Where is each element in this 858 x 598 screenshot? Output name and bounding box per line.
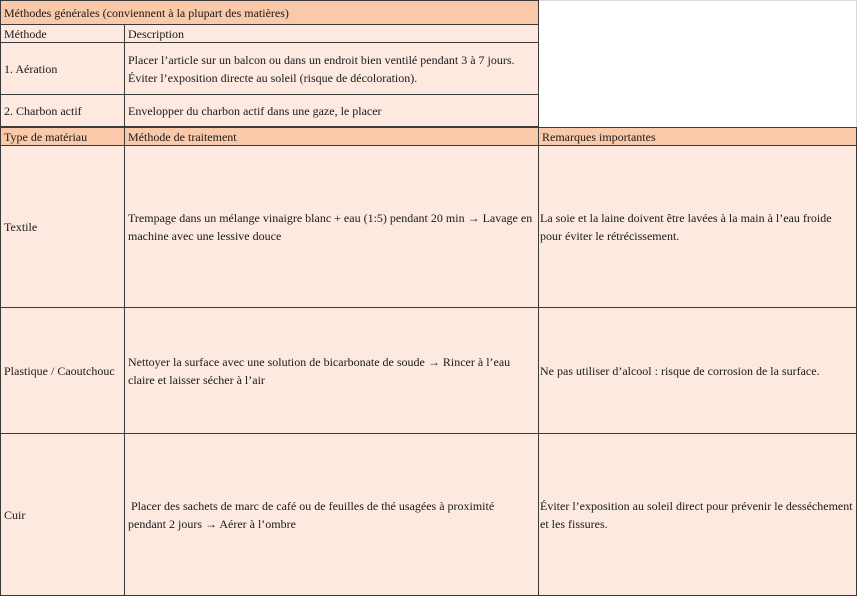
material-remarks-cell[interactable]	[539, 434, 857, 596]
materials-header-treatment[interactable]	[125, 127, 539, 146]
general-row-description-cell[interactable]	[125, 95, 539, 127]
materials-header-remarks-label: Remarques importantes	[542, 129, 656, 144]
general-row-description: Envelopper du charbon actif dans une gaze, le placer	[128, 103, 382, 118]
general-row-method: 2. Charbon actif	[4, 103, 82, 118]
material-remarks: Ne pas utiliser d’alcool : risque de corrosion de la surface.	[540, 363, 820, 378]
material-type-cell[interactable]	[0, 434, 125, 596]
material-remarks-cell[interactable]	[539, 308, 857, 434]
general-title-cell[interactable]	[0, 0, 539, 25]
general-title: Méthodes générales (conviennent à la plupart des matières)	[4, 5, 289, 20]
general-row-description: Placer l’article sur un balcon ou dans un endroit bien ventilé pendant 3 à 7 jours. Éviter l’exposition directe au soleil (risque de décoloration).	[128, 52, 515, 85]
material-type-cell[interactable]	[0, 308, 125, 434]
material-remarks-cell[interactable]	[539, 146, 857, 308]
general-row-method: 1. Aération	[4, 61, 58, 76]
material-type: Plastique / Caoutchouc	[4, 363, 115, 378]
material-type-cell[interactable]	[0, 146, 125, 308]
materials-header-treatment-label: Méthode de traitement	[128, 129, 237, 144]
material-type: Cuir	[4, 507, 26, 522]
material-remarks: Éviter l’exposition au soleil direct pour prévenir le desséchement et les fissures.	[540, 498, 853, 531]
material-treatment: Placer des sachets de marc de café ou de feuilles de thé usagées à proximité pendant 2 jours → Aérer à l’ombre	[128, 498, 498, 531]
material-treatment: Nettoyer la surface avec une solution de bicarbonate de soude → Rincer à l’eau claire et laisser sécher à l’air	[128, 354, 511, 387]
materials-header-type[interactable]	[0, 127, 125, 146]
material-treatment: Trempage dans un mélange vinaigre blanc + eau (1:5) pendant 20 min → Lavage en machine avec une lessive douce	[128, 210, 533, 243]
general-header-description-label: Description	[128, 26, 184, 41]
general-row-method-cell[interactable]	[0, 95, 125, 127]
material-treatment-cell[interactable]	[125, 146, 539, 308]
materials-header-remarks[interactable]	[539, 127, 857, 146]
material-treatment-cell[interactable]	[125, 434, 539, 596]
empty-cell-area	[538, 0, 857, 127]
general-header-method-label: Méthode	[4, 26, 47, 41]
material-remarks: La soie et la laine doivent être lavées à la main à l’eau froide pour éviter le rétrécissement.	[540, 210, 832, 243]
general-row-description-cell[interactable]	[125, 43, 539, 95]
general-header-method[interactable]	[0, 25, 125, 43]
materials-header-type-label: Type de matériau	[4, 129, 88, 144]
general-row-method-cell[interactable]	[0, 43, 125, 95]
material-type: Textile	[4, 219, 38, 234]
material-treatment-cell[interactable]	[125, 308, 539, 434]
general-header-description[interactable]	[125, 25, 539, 43]
